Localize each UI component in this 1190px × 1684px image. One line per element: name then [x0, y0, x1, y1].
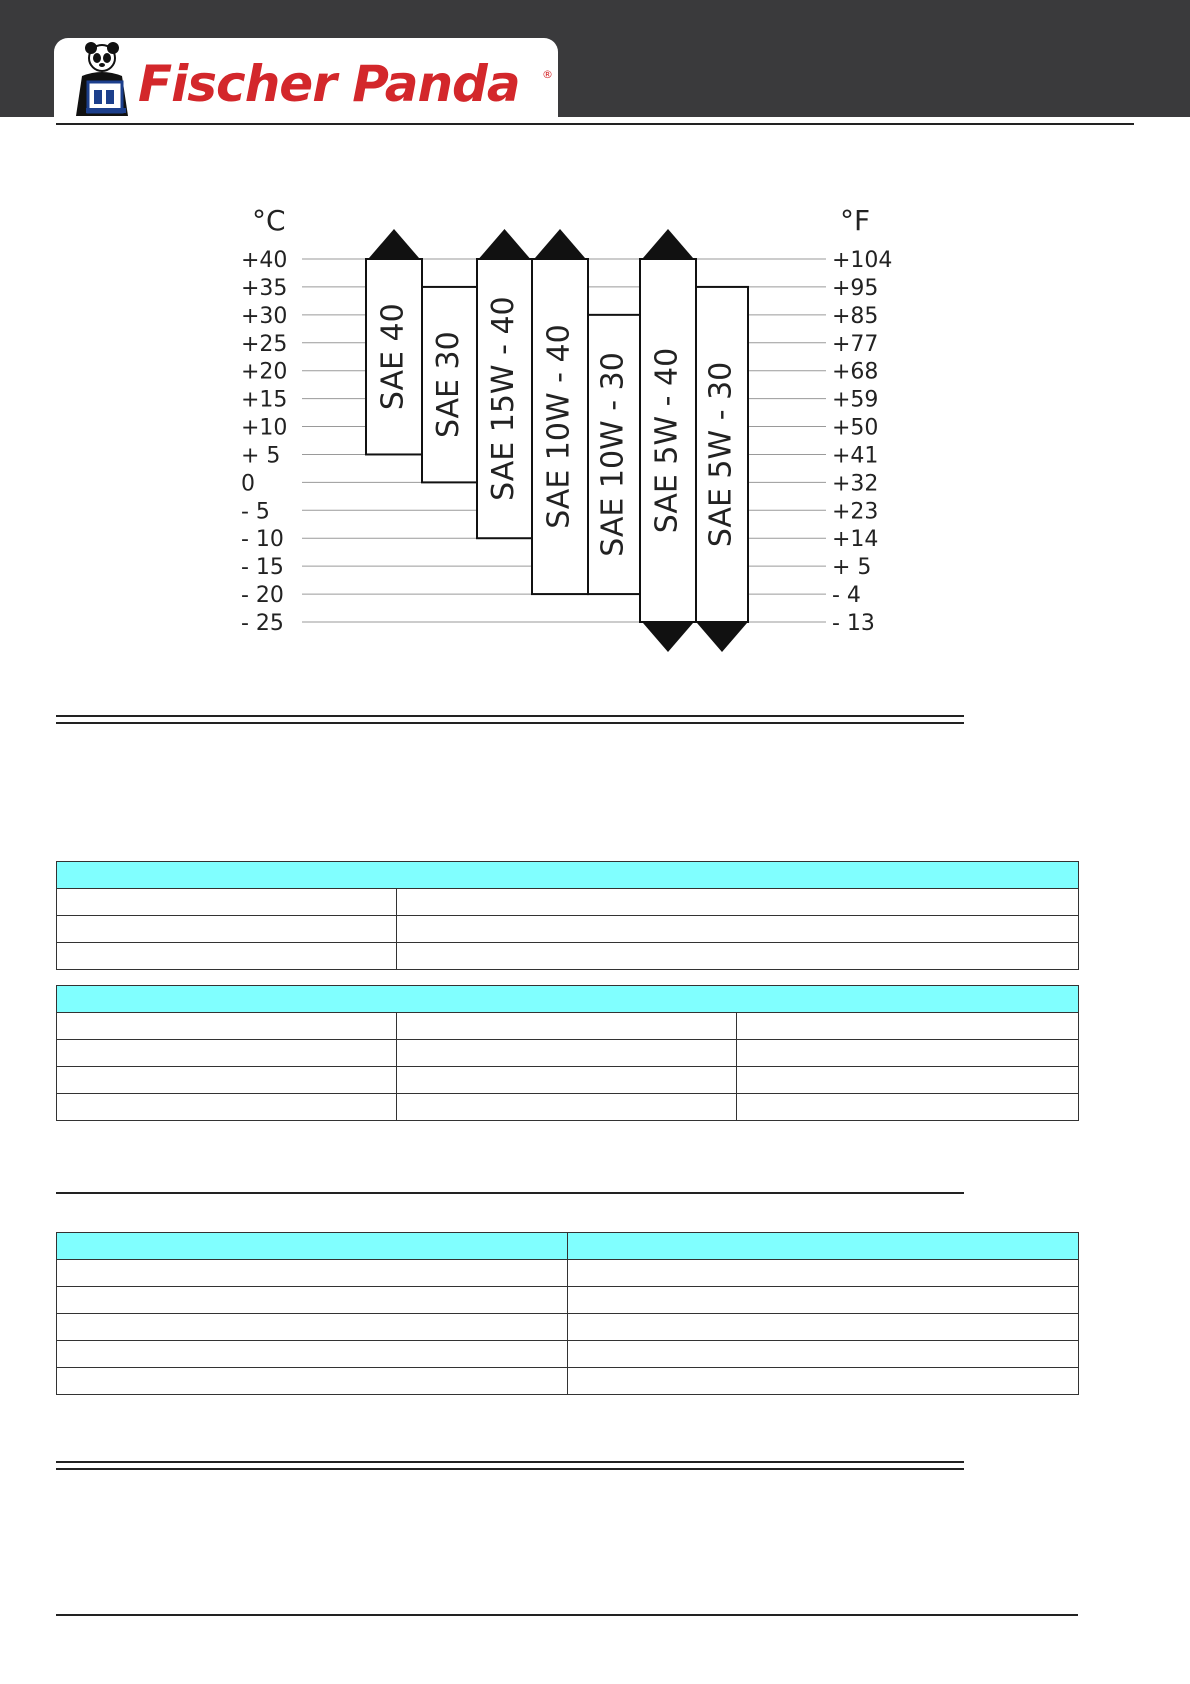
table-cell	[57, 1067, 397, 1094]
arrow-down-icon	[697, 623, 747, 652]
celsius-tick-label: - 5	[241, 499, 270, 525]
registered-mark: ®	[542, 68, 553, 81]
table-row	[57, 1314, 1079, 1341]
arrow-down-icon	[643, 623, 693, 652]
fahrenheit-tick-label: - 13	[832, 611, 875, 636]
fahrenheit-tick-label: + 5	[832, 555, 872, 581]
arrow-up-icon	[480, 229, 530, 258]
fahrenheit-tick-label: +32	[832, 471, 879, 497]
table-row	[57, 1341, 1079, 1368]
viscosity-bar-label: SAE 10W - 40	[541, 324, 577, 529]
viscosity-bar-label: SAE 5W - 30	[703, 361, 739, 548]
table-cell	[568, 1341, 1079, 1368]
table-row	[57, 1260, 1079, 1287]
viscosity-bar-label: SAE 30	[431, 331, 466, 439]
table-row	[57, 943, 1079, 970]
celsius-tick-label: +35	[241, 275, 288, 301]
celsius-tick-label: +25	[241, 331, 288, 357]
table-row	[57, 916, 1079, 943]
table-row	[57, 1094, 1079, 1121]
table-cell	[57, 1314, 568, 1341]
table-header-row	[57, 862, 1079, 889]
spec-table-1	[56, 861, 1079, 970]
table-header-row	[57, 986, 1079, 1013]
table-cell	[397, 916, 1079, 943]
table-row	[57, 1287, 1079, 1314]
table-cell	[57, 916, 397, 943]
table-header-cell	[57, 862, 1079, 889]
celsius-tick-label: - 15	[241, 555, 284, 581]
table-cell	[737, 1067, 1079, 1094]
header-rule	[56, 123, 1134, 125]
section-rule-2	[56, 1192, 964, 1194]
celsius-tick-label: - 20	[241, 583, 284, 609]
table-header-cell	[57, 1233, 568, 1260]
table-cell	[57, 1287, 568, 1314]
table-cell	[57, 1368, 568, 1395]
table-cell	[57, 1013, 397, 1040]
celsius-tick-label: - 10	[241, 527, 284, 553]
fahrenheit-tick-label: +85	[832, 303, 879, 329]
fahrenheit-tick-label: +14	[832, 527, 879, 553]
section-rule-3	[56, 1461, 964, 1470]
table-cell	[57, 1040, 397, 1067]
table-cell	[57, 1094, 397, 1121]
table-cell	[57, 1260, 568, 1287]
table-row	[57, 889, 1079, 916]
table-cell	[57, 889, 397, 916]
fahrenheit-tick-label: +68	[832, 359, 879, 385]
arrow-up-icon	[643, 229, 693, 258]
celsius-unit-label: °C	[252, 204, 286, 237]
celsius-tick-label: + 5	[241, 443, 281, 469]
table-cell	[568, 1314, 1079, 1341]
table-cell	[737, 1094, 1079, 1121]
table-header-cell	[57, 986, 1079, 1013]
section-rule-1	[56, 715, 964, 724]
celsius-tick-label: +15	[241, 387, 288, 413]
viscosity-bar-label: SAE 5W - 40	[649, 347, 685, 534]
celsius-tick-label: +20	[241, 359, 288, 385]
table-cell	[397, 1013, 737, 1040]
table-row	[57, 1368, 1079, 1395]
viscosity-bar-label: SAE 40	[375, 303, 411, 411]
spec-table-3	[56, 1232, 1079, 1395]
table-header-row	[57, 1233, 1079, 1260]
table-cell	[568, 1368, 1079, 1395]
table-cell	[397, 889, 1079, 916]
table-header-cell	[568, 1233, 1079, 1260]
table-cell	[397, 943, 1079, 970]
table-cell	[737, 1013, 1079, 1040]
fahrenheit-tick-label: +50	[832, 415, 879, 441]
oil-viscosity-chart	[0, 180, 1190, 660]
brand-logo	[54, 38, 558, 117]
fahrenheit-unit-label: °F	[840, 204, 871, 237]
table-row	[57, 1067, 1079, 1094]
celsius-tick-label: +10	[241, 415, 288, 441]
arrow-up-icon	[369, 229, 419, 258]
celsius-tick-label: +40	[241, 248, 288, 273]
fahrenheit-tick-label: +95	[832, 275, 879, 301]
table-cell	[568, 1260, 1079, 1287]
fahrenheit-tick-label: +104	[832, 248, 893, 273]
celsius-tick-label: +30	[241, 303, 288, 329]
fahrenheit-tick-label: +41	[832, 443, 879, 469]
table-cell	[737, 1040, 1079, 1067]
table-cell	[568, 1287, 1079, 1314]
table-cell	[57, 943, 397, 970]
table-cell	[57, 1341, 568, 1368]
arrow-up-icon	[535, 229, 585, 258]
fahrenheit-tick-label: +23	[832, 499, 879, 525]
table-row	[57, 1040, 1079, 1067]
table-cell	[397, 1094, 737, 1121]
fahrenheit-tick-label: +59	[832, 387, 879, 413]
fahrenheit-tick-label: - 4	[832, 583, 861, 609]
brand-name: Fischer Panda	[138, 55, 520, 113]
celsius-tick-label: - 25	[241, 611, 284, 636]
viscosity-bar-label: SAE 15W - 40	[486, 296, 521, 501]
table-cell	[397, 1040, 737, 1067]
viscosity-bar-label: SAE 10W - 30	[595, 352, 631, 557]
panda-logo-icon	[66, 42, 134, 116]
table-cell	[397, 1067, 737, 1094]
spec-table-2	[56, 985, 1079, 1121]
fahrenheit-tick-label: +77	[832, 331, 879, 357]
table-row	[57, 1013, 1079, 1040]
footer-rule	[56, 1614, 1078, 1616]
celsius-tick-label: 0	[241, 471, 255, 497]
